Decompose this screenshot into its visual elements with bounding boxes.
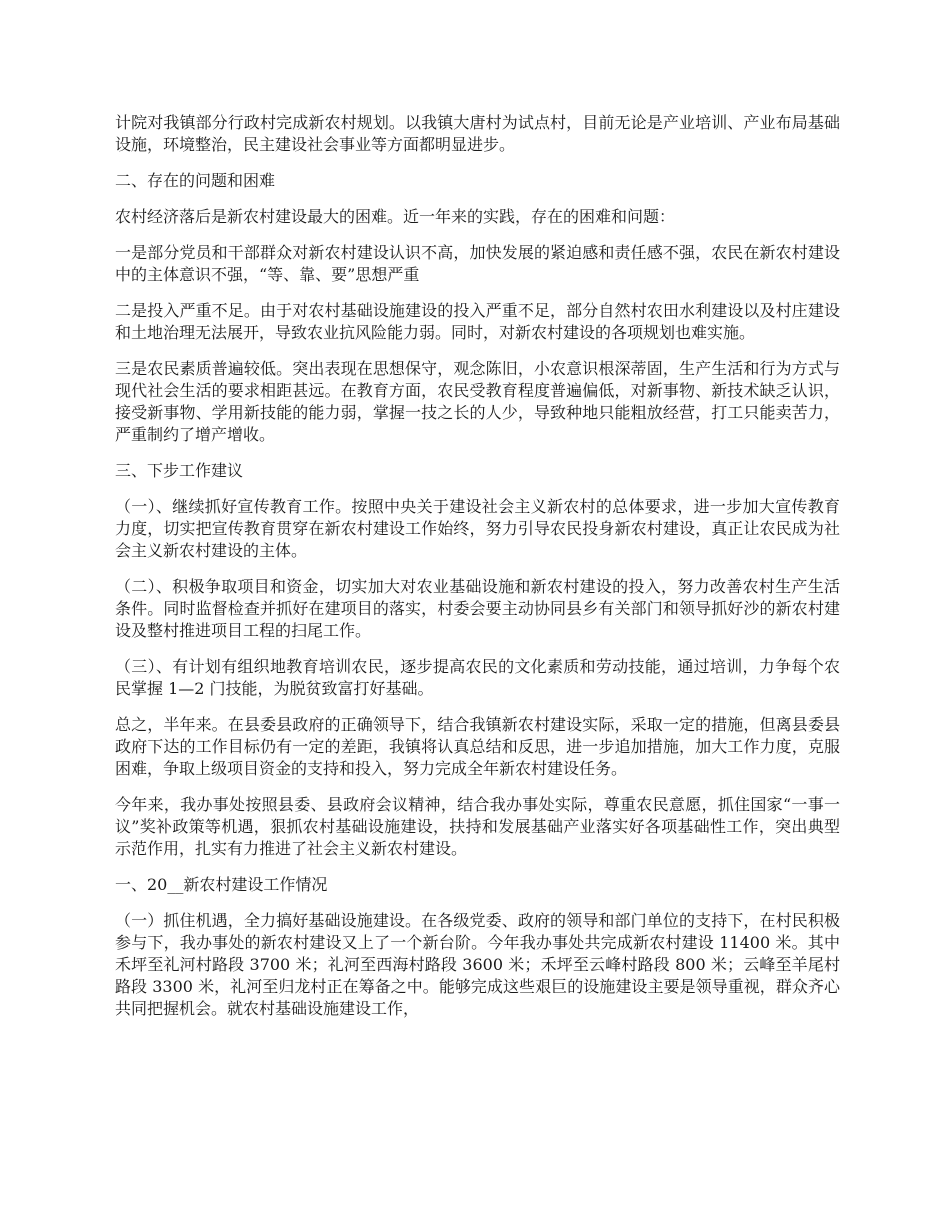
paragraph-summary: 总之，半年来。在县委县政府的正确领导下，结合我镇新农村建设实际，采取一定的措施，但离县委县政府下达的工作目标仍有一定的差距，我镇将认真总结和反思，进一步追加措施，加大工作力度，克服困难，争取上级项目资金的支持和投入，努力完成全年新农村建设任务。 — [115, 715, 840, 778]
paragraph-office-intro: 今年来，我办事处按照县委、县政府会议精神，结合我办事处实际，尊重农民意愿，抓住国家“一事一议”奖补政策等机遇，狠抓农村基础设施建设，扶持和发展基础产业落实好各项基础性工作，突出典型示范作用，扎实有力推进了社会主义新农村建设。 — [115, 795, 840, 858]
section-heading-problems: 二、存在的问题和困难 — [115, 171, 276, 190]
section-heading-suggestions: 三、下步工作建议 — [115, 461, 244, 480]
paragraph-infrastructure: （一）抓住机遇，全力搞好基础设施建设。在各级党委、政府的领导和部门单位的支持下，在村民积极参与下，我办事处的新农村建设又上了一个新台阶。今年我办事处共完成新农村建设 11400 米。其中禾坪至礼河村路段 3700 米；礼河至西海村路段 3600 米；禾坪至云峰村路段 800 米；云峰至羊尾村路段 3300 米，礼河至归龙村正在筹备之中。能够完成这些艰巨的设施建设主要是领导重视，群众齐心共同把握机会。就农村基础设施建设工作， — [115, 911, 840, 1018]
paragraph-suggestion-1: （一）、继续抓好宣传教育工作。按照中央关于建设社会主义新农村的总体要求，进一步加大宣传教育力度，切实把宣传教育贯穿在新农村建设工作始终，努力引导农民投身新农村建设，真正让农民成为社会主义新农村建设的主体。 — [115, 497, 840, 560]
paragraph-problem-quality: 三是农民素质普遍较低。突出表现在思想保守，观念陈旧，小农意识根深蒂固，生产生活和行为方式与现代社会生活的要求相距甚远。在教育方面，农民受教育程度普遍偏低，对新事物、新技术缺乏认识，接受新事物、学用新技能的能力弱，掌握一技之长的人少，导致种地只能粗放经营，打工只能卖苦力，严重制约了增产增收。 — [115, 359, 840, 444]
paragraph-suggestion-3: （三）、有计划有组织地教育培训农民，逐步提高农民的文化素质和劳动技能，通过培训，力争每个农民掌握 1—2 门技能，为脱贫致富打好基础。 — [115, 657, 840, 698]
paragraph-problems-overview: 农村经济落后是新农村建设最大的困难。近一年来的实践，存在的困难和问题： — [115, 207, 676, 226]
paragraph-problem-investment: 二是投入严重不足。由于对农村基础设施建设的投入严重不足，部分自然村农田水利建设以及村庄建设和土地治理无法展开，导致农业抗风险能力弱。同时，对新农村建设的各项规划也难实施。 — [115, 301, 840, 342]
paragraph-suggestion-2: （二）、积极争取项目和资金，切实加大对农业基础设施和新农村建设的投入，努力改善农村生产生活条件。同时监督检查并抓好在建项目的落实，村委会要主动协同县乡有关部门和领导抓好沙的新农村建设及整村推进项目工程的扫尾工作。 — [115, 577, 840, 640]
paragraph-problem-awareness: 一是部分党员和干部群众对新农村建设认识不高，加快发展的紧迫感和责任感不强，农民在新农村建设中的主体意识不强，“等、靠、要”思想严重 — [115, 243, 840, 284]
section-heading-work-status: 一、20__新农村建设工作情况 — [115, 875, 328, 894]
paragraph-intro-continued: 计院对我镇部分行政村完成新农村规划。以我镇大唐村为试点村，目前无论是产业培训、产业布局基础设施，环境整治，民主建设社会事业等方面都明显进步。 — [115, 113, 840, 154]
document-body — [115, 112, 840, 1034]
